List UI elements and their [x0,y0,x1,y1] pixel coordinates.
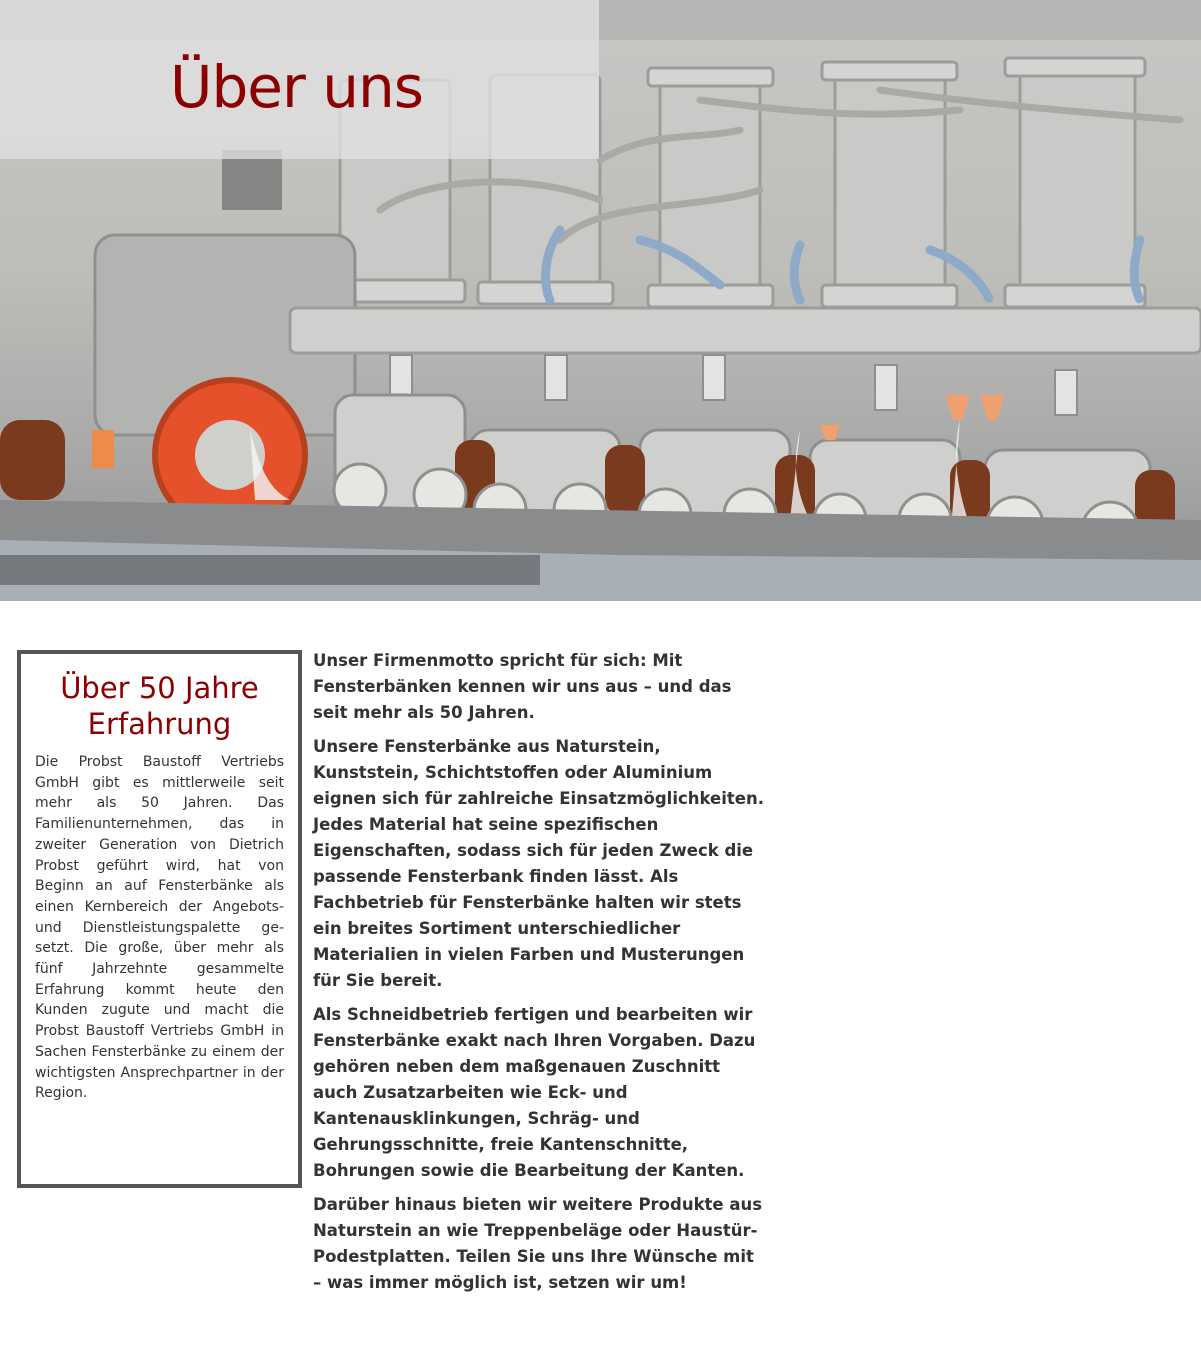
about-paragraph-4: Darüber hinaus bieten wir weitere Produkte aus Naturstein an wie Treppenbeläge oder Haustür-Podestplatten. Teilen Sie uns Ihre Wünsche mit – was immer möglich ist, setzen wir um! [313,1195,763,1292]
hero-banner [0,0,1201,601]
experience-title-line1: Über 50 Jahre [60,671,259,705]
about-paragraph-3: Als Schneidbetrieb fertigen und bearbeiten wir Fensterbänke exakt nach Ihren Vorgaben. Dazu gehören neben dem maßgenauen Zuschnitt auch Zusatzarbeiten wie Eck- und Kantenausklinkungen, Schräg- und Gehrungsschnitte, freie Kantenschnitte, Bohrungen sowie die Bearbeitung der Kanten. [313,1005,756,1180]
experience-box-text: Die Probst Baustoff Vertriebs GmbH gibt es mittlerweile seit mehr als 50 Jahren. Das Familienunternehmen, das in zweiter Generation von Dietrich Probst geführt wird, hat von Beginn an auf Fensterbänke als einen Kernbereich der Angebots- und Dienstleistungspalette gesetzt. Die große, über mehr als fünf Jahrzehnte gesammelte Erfahrung kommt heute den Kunden zugute und macht die Probst Baustoff Vertriebs GmbH in Sachen Fensterbänke zu einem der wichtigsten Ansprechpartner in der Region. [35,754,284,1102]
experience-title-line2: Erfahrung [87,707,232,741]
about-text [313,648,765,1304]
experience-box-title [35,670,284,742]
about-paragraph-2: Unsere Fensterbänke aus Naturstein, Kunststein, Schichtstoffen oder Aluminium eignen sich für zahlreiche Einsatzmöglichkeiten. Jedes Material hat seine spezifischen Eigenschaften, sodass sich für jeden Zweck die passende Fensterbank finden lässt. Als Fachbetrieb für Fensterbänke halten wir stets ein breites Sortiment unterschiedlicher Materialien in vielen Farben und Musterungen für Sie bereit. [313,737,764,990]
page-title: Über uns [170,53,423,121]
experience-box [17,650,302,1188]
about-paragraph-1: Unser Firmenmotto spricht für sich: Mit Fensterbänken kennen wir uns aus – und das seit mehr als 50 Jahren. [313,651,732,722]
